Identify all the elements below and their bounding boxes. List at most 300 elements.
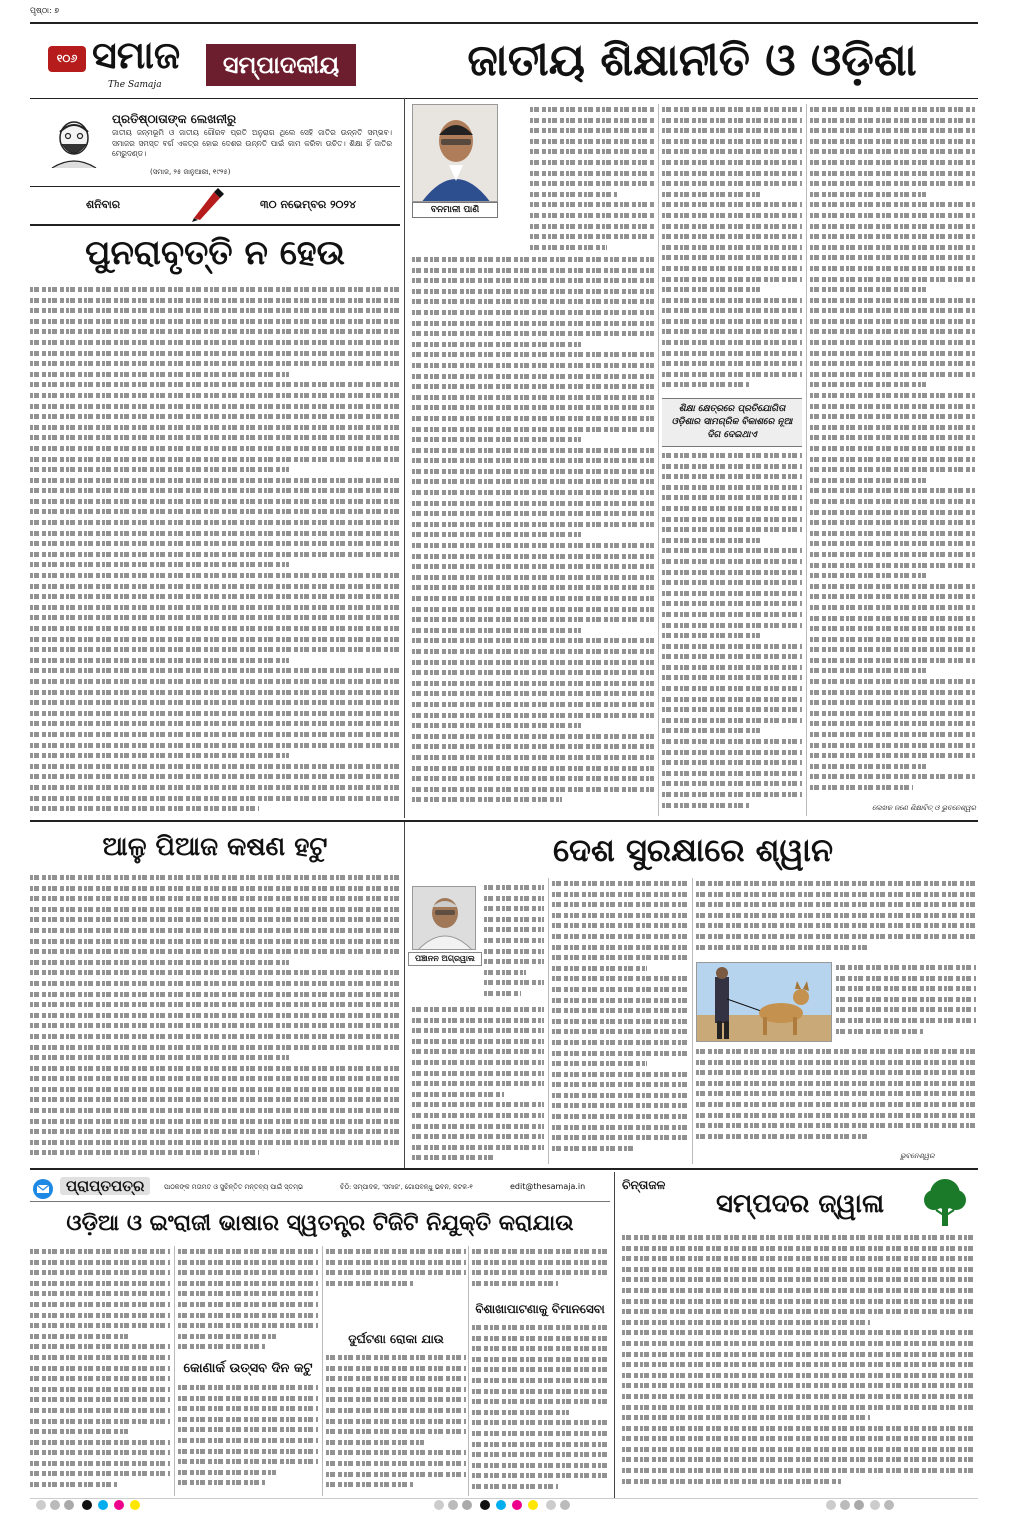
text-line [552,1026,688,1037]
text-line [810,570,926,581]
brand-wordmark: ସମାଜ [92,32,181,77]
text-line [30,893,400,904]
dog-body-col1 [412,1004,544,1164]
col-divider-dog-2 [692,878,693,1164]
main-article-col3 [810,104,976,800]
text-line [696,878,976,889]
text-line [662,641,802,652]
text-line [412,635,654,646]
top-rule [30,22,978,24]
founder-source: (ସମାଜ, ୨୫ ଜାନୁଆରୀ, ୧୯୨୫) [150,168,231,176]
text-line [484,946,544,957]
text-line [30,665,400,676]
text-line [412,487,654,498]
text-line [472,1375,610,1386]
text-line [472,1449,610,1460]
text-line [412,286,654,297]
text-line [552,1122,688,1133]
onion-headline: ଆଳୁ ପିଆଜ କଷଣ ହଟୁ [102,832,328,862]
text-line [412,402,654,413]
tree-icon [918,1176,972,1228]
text-line [412,381,654,392]
text-line [810,252,976,263]
text-line [662,471,802,482]
text-line [810,199,976,210]
text-line [662,503,802,514]
text-line [412,1131,544,1142]
text-line [30,946,400,957]
text-line [30,740,400,751]
text-line [662,545,802,556]
text-line [30,581,400,592]
pull-quote-text: ଶିକ୍ଷା କ୍ଷେତ୍ରରେ ପ୍ରତିଯୋଗିତା ଓଡ଼ିଶାର ସାମଗ୍ରିକ ବିକାଶରେ ନୂଆ ଦିଗ ଦେଇଥାଏ [671,404,793,440]
text-line [472,1470,610,1481]
text-line [30,284,400,295]
text-line [412,413,654,424]
text-line [810,125,976,136]
text-line [836,983,976,994]
text-line [530,210,654,221]
text-line [552,1090,688,1101]
text-line [412,731,654,742]
main-article-col1 [412,254,654,814]
text-line [836,1004,976,1015]
text-line [484,935,544,946]
text-line [662,157,802,168]
text-line [552,1016,688,1027]
text-line [810,697,976,708]
text-line [30,464,289,475]
text-line [662,199,802,210]
text-line [662,492,802,503]
chinta-headline: ସମ୍ପଦର ଜ୍ୱାଳା [715,1189,885,1219]
text-line [810,644,976,655]
text-line [662,704,802,715]
text-line [662,231,802,242]
text-line [178,1320,318,1331]
text-line [326,1278,413,1289]
text-line [30,989,400,1000]
text-line [30,904,400,915]
text-line [662,379,749,390]
text-line [30,1405,170,1416]
text-line [30,1084,400,1095]
text-line [30,326,400,337]
text-line [810,454,976,465]
dog-headline: ଦେଶ ସୁରକ୍ଷାରେ ଶ୍ୱାନ [552,831,833,869]
date-full: ୩୦ ନଭେମ୍ବର ୨୦୨୪ [260,198,357,211]
text-line [326,1416,466,1427]
col-divider-main-1 [658,104,659,816]
text-line [472,1267,610,1278]
text-line [30,1384,170,1395]
text-line [662,609,802,620]
text-line [484,956,544,967]
text-line [412,339,581,350]
text-line [662,326,802,337]
text-line [552,1143,636,1154]
text-line [552,889,688,900]
text-line [30,549,400,560]
text-line [662,369,802,380]
registration-marks-left [36,1500,216,1514]
text-line [30,1299,170,1310]
text-line [472,1364,610,1375]
text-line [662,789,802,800]
text-line [552,1058,647,1069]
text-line [810,115,976,126]
text-line [30,623,400,634]
text-line [552,1079,688,1090]
text-line [472,1407,569,1418]
text-line [30,978,400,989]
text-line [662,450,802,461]
main-article-col1-top [530,104,654,254]
text-line [696,1099,976,1110]
text-line [178,1393,318,1404]
text-line [810,189,926,200]
text-line [530,136,654,147]
text-line [810,326,976,337]
text-line [30,1278,170,1289]
text-line [30,496,400,507]
text-line [552,931,688,942]
text-line [622,1444,976,1455]
text-line [810,422,976,433]
author-name-main: ବନମାଳୀ ପାଣି [412,202,498,218]
text-line [622,1317,870,1328]
text-line [662,189,760,200]
text-line [412,445,654,456]
text-line [412,794,562,805]
text-line [412,476,654,487]
text-line [552,942,688,953]
text-line [810,613,976,624]
text-line [662,295,802,306]
founder-quote: ଜାତୀୟ ଜନ୍ମଭୂମି ଓ ଜାତୀୟ ଗୌରବ ପ୍ରତି ଅନୁରାଗ ଥିଲେ ସେହି ଜାତିର ଉନ୍ନତି ସମ୍ଭବ। ସମାଜର ସମସ୍ତ ବର୍ଗ ଏକତ୍ର ହୋଇ ଦେଶର ଉନ୍ନତି ପାଇଁ କାମ କରିବା ଉଚିତ। ଶିକ୍ଷା ହିଁ ଜାତିର ମେରୁଦଣ୍ଡ। [112,128,392,158]
text-line [412,1142,544,1153]
text-line [412,752,654,763]
author-name-dog: ପଞ୍ଚାନନ ଅଗ୍ରୱାଲ [408,952,482,966]
text-line [696,1067,976,1078]
text-line [412,763,654,774]
letter4-title: ଦୁର୍ଘଟଣା ରୋକା ଯାଉ [348,1332,444,1346]
text-line [662,556,802,567]
text-line [178,1267,318,1278]
text-line [30,1416,170,1427]
text-line [530,189,617,200]
text-line [472,1460,610,1471]
text-line [810,581,976,592]
text-line [810,274,976,285]
letter3-title: ବିଶାଖାପାଟଣାକୁ ବିମାନସେବା [475,1302,605,1316]
letter4-body [326,1352,466,1496]
text-line [662,588,802,599]
col-divider-letters-1 [174,1246,175,1496]
founder-portrait-sketch [44,118,104,168]
text-line [622,1380,976,1391]
text-line [178,1278,318,1289]
text-line [696,1110,976,1121]
text-line [412,529,581,540]
text-line [552,952,688,963]
text-line [810,718,976,729]
text-line [30,517,400,528]
letters-address: ଚିଠି: ସମ୍ପାଦକ, 'ସମାଜ', ଗୋପବନ୍ଧୁ ଭବନ, କଟକ-୧ [340,1183,473,1191]
text-line [412,625,581,636]
text-line [530,178,654,189]
text-line [412,678,654,689]
text-line [178,1477,265,1488]
text-line [622,1274,976,1285]
text-line [30,1341,170,1352]
text-line [472,1396,610,1407]
text-line [30,475,400,486]
text-line [412,424,654,435]
text-line [662,672,802,683]
text-line [412,773,654,784]
text-line [810,284,926,295]
text-line [810,157,976,168]
text-line [530,125,654,136]
text-line [30,1479,117,1490]
text-line [662,514,802,525]
letters-email[interactable]: edit@thesamaja.in [510,1182,586,1191]
text-line [326,1363,466,1374]
text-line [326,1447,466,1458]
text-line [484,914,544,925]
text-line [178,1382,318,1393]
text-line [530,231,654,242]
text-line [30,1094,400,1105]
main-headline: ଜାତୀୟ ଶିକ୍ଷାନୀତି ଓ ଓଡ଼ିଶା [467,35,917,86]
text-line [326,1394,466,1405]
dog-body-col3-bottom [696,1046,976,1150]
text-line [662,725,760,736]
col-divider-bottom-left [404,822,405,1168]
text-line [326,1426,466,1437]
text-line [472,1257,610,1268]
text-line [810,464,976,475]
text-line [178,1456,318,1467]
text-line [472,1333,610,1344]
text-line [662,316,802,327]
letter3-body-top [472,1246,610,1296]
text-line [412,1057,544,1068]
text-line [622,1476,841,1487]
text-line [472,1322,610,1333]
author-photo-dog [412,886,476,950]
text-line [810,496,976,507]
text-line [412,392,654,403]
text-line [810,305,976,316]
page-number: ପୃଷ୍ଠା: ୭ [30,6,60,15]
text-line [30,1063,400,1074]
anniversary-badge: ୧୦୬ [48,46,86,72]
text-line [662,125,802,136]
text-line [30,1352,170,1363]
text-line [484,924,544,935]
text-line [30,454,400,465]
text-line [178,1403,318,1414]
text-line [30,718,400,729]
text-line [30,1320,170,1331]
letters-note: ପାଠକଙ୍କ ମତାମତ ଓ ସୁଚିନ୍ତିତ ମନ୍ତବ୍ୟ ପାଇଁ ସ୍ତମ୍ଭ [164,1183,304,1191]
dog-body-col3-top [696,878,976,958]
letter2-title: କୋଣାର୍କ ଉତ୍ସବ ଦିନ କଟୁ [183,1361,313,1376]
text-line [30,295,400,306]
masthead-logo [48,28,198,94]
author-photo-main [412,104,498,202]
text-line [662,683,802,694]
text-line [412,498,654,509]
text-line [662,482,802,493]
text-line [412,466,654,477]
text-line [696,942,870,953]
text-line [412,1152,494,1163]
text-line [662,598,802,609]
text-line [30,1363,170,1374]
text-line [552,910,688,921]
text-line [178,1288,318,1299]
text-line [622,1232,976,1243]
text-line [412,508,654,519]
text-line [530,146,654,157]
text-line [412,455,654,466]
text-line [622,1306,976,1317]
text-line [810,591,976,602]
text-line [30,570,400,581]
text-line [662,620,802,631]
text-line [622,1253,976,1264]
text-line [530,199,654,210]
registration-marks-right [826,1500,976,1514]
text-line [552,920,688,931]
text-line [412,1004,544,1015]
text-line [622,1465,976,1476]
text-line [810,104,976,115]
text-line [326,1405,466,1416]
text-line [810,602,976,613]
text-line [326,1384,466,1395]
text-line [662,210,802,221]
col-divider-main-2 [806,104,807,816]
text-line [810,242,976,253]
text-line [30,782,400,793]
text-line [484,988,521,999]
text-line [412,1025,544,1036]
text-line [178,1341,265,1352]
text-line [412,784,654,795]
text-line [810,687,976,698]
text-line [30,872,400,883]
text-line [662,651,802,662]
text-line [30,538,400,549]
text-line [696,889,976,900]
text-line [30,316,400,327]
text-line [810,771,976,782]
text-line [412,275,654,286]
text-line [326,1479,413,1490]
text-line [412,1110,544,1121]
text-line [662,630,760,641]
text-line [530,221,654,232]
text-line [552,963,647,974]
founder-caption: ପ୍ରତିଷ୍ଠାତାଙ୍କ ଲେଖନୀରୁ [112,112,237,126]
text-line [810,485,976,496]
text-line [412,519,654,530]
text-line [810,507,976,518]
text-line [552,973,688,984]
text-line [530,242,607,253]
text-line [472,1386,610,1397]
text-line [810,443,976,454]
text-line [484,967,526,978]
main-article-col2-bottom [662,450,802,814]
text-line [30,401,400,412]
text-line [412,604,654,615]
text-line [662,694,802,705]
text-line [810,761,926,772]
text-line [662,747,802,758]
text-line [622,1454,976,1465]
text-line [178,1424,318,1435]
text-line [412,593,654,604]
text-line [412,1015,544,1026]
text-line [30,687,400,698]
text-line [810,740,976,751]
text-line [622,1370,976,1381]
text-line [326,1352,466,1363]
text-line [662,768,802,779]
text-line [30,634,400,645]
text-line [412,1078,544,1089]
text-line [552,1111,688,1122]
dog-body-col3-side [836,962,976,1042]
text-line [30,1458,170,1469]
text-line [30,379,400,390]
text-line [30,1105,400,1116]
text-line [412,371,654,382]
text-line [30,369,289,380]
text-line [552,1037,688,1048]
col-divider-left [404,98,405,818]
text-line [810,231,976,242]
text-line [552,1069,688,1080]
text-line [178,1310,318,1321]
letter1-col1 [30,1246,170,1496]
text-line [810,337,976,348]
text-line [810,528,976,539]
text-line [622,1391,976,1402]
text-line [30,1052,289,1063]
text-line [810,665,926,676]
text-line [662,242,802,253]
text-line [662,358,802,369]
text-line [412,349,654,360]
text-line [30,1126,400,1137]
text-line [472,1343,610,1354]
text-line [30,1257,170,1268]
text-line [810,538,976,549]
text-line [810,168,976,179]
text-line [30,559,289,570]
text-line [810,263,976,274]
text-line [326,1373,466,1384]
text-line [662,252,802,263]
text-line [30,1147,259,1158]
text-line [30,528,400,539]
